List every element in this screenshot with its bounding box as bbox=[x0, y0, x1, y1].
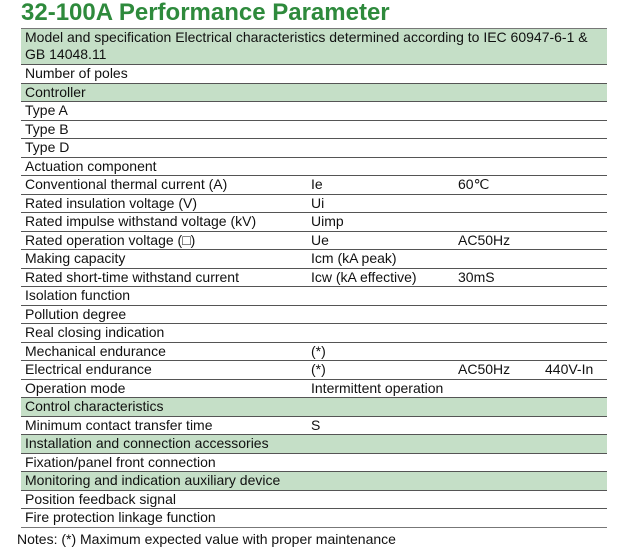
parameter-label: Installation and connection accessories bbox=[25, 435, 269, 451]
parameter-value: Ue bbox=[311, 231, 329, 248]
page-title: 32-100A Performance Parameter bbox=[21, 0, 390, 26]
table-row bbox=[21, 509, 607, 527]
parameter-label: Controller bbox=[25, 83, 86, 100]
parameter-value: 440V-In bbox=[545, 361, 594, 377]
table-note: Notes: (*) Maximum expected value with proper maintenance bbox=[17, 531, 396, 547]
parameter-label: Number of poles bbox=[25, 65, 128, 81]
parameter-value: (*) bbox=[311, 361, 326, 377]
parameter-label: Operation mode bbox=[25, 379, 126, 396]
table-row bbox=[21, 287, 607, 306]
parameter-label: Pollution degree bbox=[25, 305, 127, 322]
table-row bbox=[21, 65, 607, 84]
parameter-value: S bbox=[311, 416, 321, 433]
parameter-label: Mechanical endurance bbox=[25, 342, 166, 359]
parameter-label: Actuation component bbox=[25, 157, 157, 174]
parameter-value: Ie bbox=[311, 176, 323, 192]
table-row bbox=[21, 250, 607, 269]
table-row bbox=[21, 195, 607, 214]
parameter-label: Fixation/panel front connection bbox=[25, 453, 216, 470]
parameter-table bbox=[21, 28, 607, 528]
table-row bbox=[21, 454, 607, 473]
parameter-label: Minimum contact transfer time bbox=[25, 416, 213, 433]
parameter-label: Rated operation voltage (□) bbox=[25, 231, 196, 248]
table-row bbox=[21, 121, 607, 140]
section-row bbox=[21, 29, 607, 65]
parameter-label: Type A bbox=[25, 102, 68, 118]
parameter-label: Rated insulation voltage (V) bbox=[25, 194, 197, 211]
parameter-label: Model and specification Electrical characteristics determined according to IEC 60947-6-1 & GB 14048.11 bbox=[25, 29, 588, 62]
parameter-value: Intermittent operation bbox=[311, 379, 444, 396]
parameter-label: Making capacity bbox=[25, 250, 126, 266]
parameter-label: Type B bbox=[25, 120, 69, 137]
parameter-value: Icm (kA peak) bbox=[311, 250, 397, 266]
table-row bbox=[21, 158, 607, 177]
parameter-label: Position feedback signal bbox=[25, 490, 176, 507]
table-row bbox=[21, 176, 607, 195]
section-row bbox=[21, 84, 607, 103]
table-row bbox=[21, 306, 607, 325]
table-row bbox=[21, 417, 607, 436]
section-row bbox=[21, 435, 607, 454]
parameter-label: Rated impulse withstand voltage (kV) bbox=[25, 213, 257, 229]
table-row bbox=[21, 361, 607, 380]
table-row bbox=[21, 491, 607, 510]
parameter-value: 30mS bbox=[458, 268, 495, 285]
parameter-label: Rated short-time withstand current bbox=[25, 268, 239, 285]
parameter-value: Ui bbox=[311, 194, 325, 211]
parameter-value: (*) bbox=[311, 342, 326, 359]
section-row bbox=[21, 398, 607, 417]
table-row bbox=[21, 324, 607, 343]
table-row bbox=[21, 139, 607, 158]
parameter-label: Fire protection linkage function bbox=[25, 509, 216, 525]
table-row bbox=[21, 269, 607, 288]
section-row bbox=[21, 472, 607, 491]
parameter-label: Electrical endurance bbox=[25, 361, 152, 377]
parameter-value: Uimp bbox=[311, 213, 344, 229]
table-row bbox=[21, 343, 607, 362]
table-row bbox=[21, 102, 607, 121]
parameter-value: 60℃ bbox=[458, 176, 490, 192]
parameter-label: Type D bbox=[25, 139, 70, 155]
parameter-value: AC50Hz bbox=[458, 361, 511, 377]
parameter-label: Real closing indication bbox=[25, 324, 165, 340]
table-row bbox=[21, 380, 607, 399]
table-row bbox=[21, 232, 607, 251]
parameter-label: Isolation function bbox=[25, 287, 131, 303]
table-row bbox=[21, 213, 607, 232]
parameter-label: Conventional thermal current (A) bbox=[25, 176, 228, 192]
parameter-value: AC50Hz bbox=[458, 231, 511, 248]
parameter-label: Monitoring and indication auxiliary device bbox=[25, 472, 281, 488]
parameter-label: Control characteristics bbox=[25, 398, 164, 414]
parameter-value: Icw (kA effective) bbox=[311, 268, 417, 285]
